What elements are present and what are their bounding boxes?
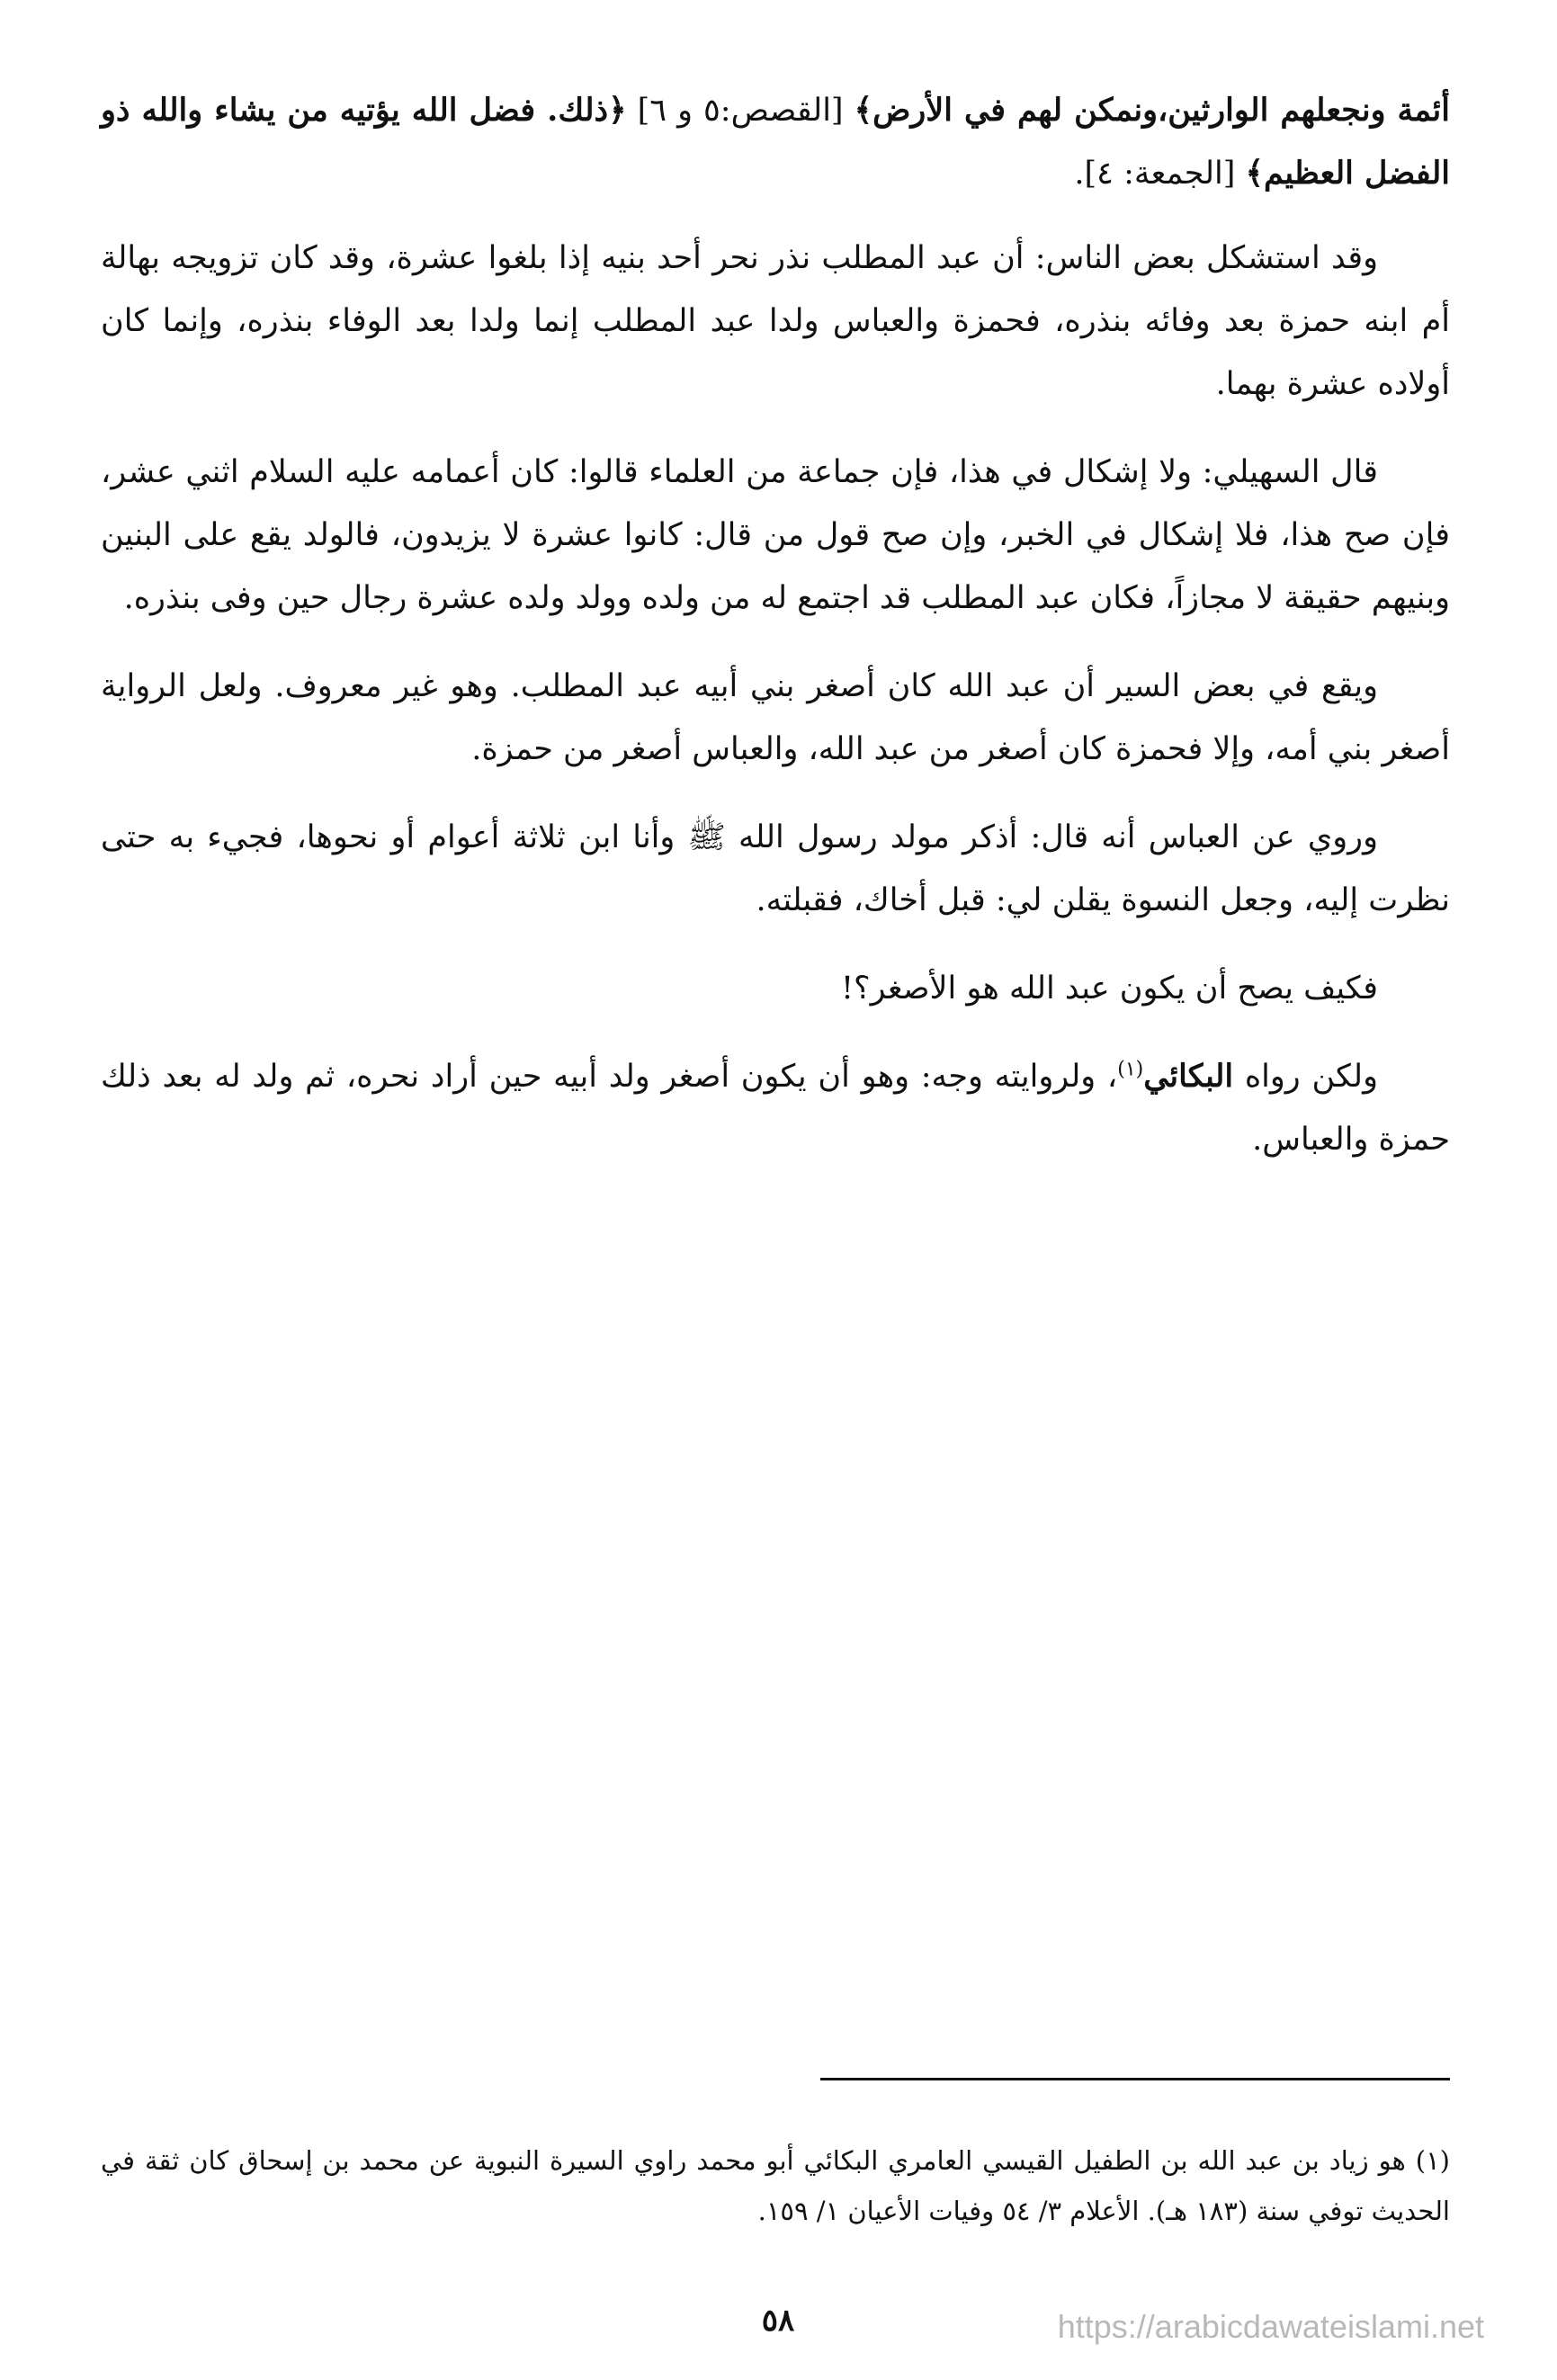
verse-reference: [القصص:٥ و ٦] [626, 93, 855, 129]
footnote-divider [820, 2078, 1450, 2080]
verse-reference-2: [الجمعة: ٤]. [1074, 156, 1246, 192]
page-number: ٥٨ [761, 2303, 795, 2339]
main-text [101, 79, 1450, 1196]
paragraph: وروي عن العباس أنه قال: أذكر مولد رسول الله ﷺ وأنا ابن ثلاثة أعوام أو نحوها، فجيء به حتى نظرت إليه، وجعل النسوة يقلن لي: قبل أخاك، فقبلته. [101, 819, 1450, 918]
paragraph: قال السهيلي: ولا إشكال في هذا، فإن جماعة من العلماء قالوا: كان أعمامه عليه السلام اثني عشر، فإن صح هذا، فلا إشكال في الخبر، وإن صح قول من قال: كانوا عشرة لا يزيدون، فالولد يقع على البنين وبنيهم حقيقة لا مجازاً، فكان عبد المطلب قد اجتمع له من ولده وولد ولده عشرة رجال حين وفى بنذره. [101, 454, 1450, 616]
quran-verse-paragraph [101, 79, 1450, 205]
footnote-marker[interactable]: (١) [1117, 1058, 1144, 1081]
paragraph-with-footnote [101, 1045, 1450, 1171]
paragraph: ويقع في بعض السير أن عبد الله كان أصغر بني أبيه عبد المطلب. وهو غير معروف. ولعل الرواية أصغر بني أمه، وإلا فحمزة كان أصغر من عبد الله، والعباس أصغر من حمزة. [101, 668, 1450, 767]
paragraph-text: ، ولروايته وجه: وهو أن يكون أصغر ولد أبيه حين أراد نحره، ثم ولد له بعد ذلك حمزة والعباس. [101, 1059, 1450, 1158]
verse-quote: أئمة ونجعلهم الوارثين،ونمكن لهم في الأرض﴾ [854, 92, 1451, 129]
paragraph: وقد استشكل بعض الناس: أن عبد المطلب نذر نحر أحد بنيه إذا بلغوا عشرة، وقد كان تزويجه بهالة أم ابنه حمزة بعد وفائه بنذره، فحمزة والعباس ولدا عبد المطلب إنما ولدا بعد الوفاء بنذره، وإنما كان أولاده عشرة بهما. [101, 240, 1450, 402]
narrator-name: البكائي [1143, 1058, 1234, 1095]
paragraph: فكيف يصح أن يكون عبد الله هو الأصغر؟! [840, 971, 1378, 1007]
verse-quote-2: ﴿ذلك. فضل الله يؤتيه من يشاء والله ذو الفضل العظيم﴾ [101, 92, 1450, 192]
footnote: (١) هو زياد بن عبد الله بن الطفيل القيسي العامري البكائي أبو محمد راوي السيرة النبوية عن محمد بن إسحاق كان ثقة في الحديث توفي سنة (١٨٣ هـ). الأعلام ٣/ ٥٤ وفيات الأعيان ١/ ١٥٩. [101, 2145, 1450, 2226]
paragraph-text: ولكن رواه [1233, 1059, 1378, 1095]
watermark-url: https://arabicdawateislami.net [1057, 2308, 1484, 2345]
